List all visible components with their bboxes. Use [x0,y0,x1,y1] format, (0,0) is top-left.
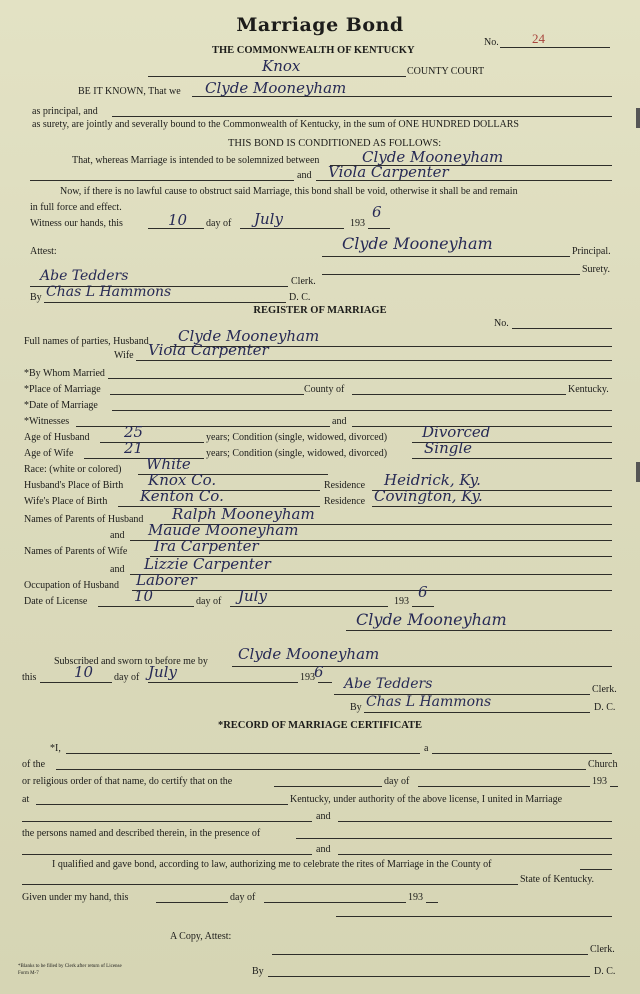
license-year-line [412,606,434,607]
bond-clerk-label: Clerk. [291,276,316,287]
surety-signature-line [322,274,580,275]
witness-day-handwriting: 10 [168,211,188,229]
license-day-of-label: day of [196,596,222,607]
copy-clerk-label: Clerk. [590,944,615,955]
wife-residence-handwriting: Covington, Ky. [374,487,483,505]
occupation-handwriting: Laborer [136,571,197,589]
surety-name-line [112,116,612,117]
cert-title-line [432,753,612,754]
sworn-year-prefix: 193 [300,672,315,683]
witnesses-label: *Witnesses [24,416,70,427]
wife-birth-label: Wife's Place of Birth [24,496,108,507]
cert-day-of-label: day of [384,776,410,787]
cert-of-the-label: of the [22,759,46,770]
attest-label: Attest: [30,246,57,257]
witness-day-of-label: day of [206,218,232,229]
register-clerk-signature: Abe Tedders [344,676,433,692]
full-force-text: in full force and effect. [30,202,122,213]
cert-day-line [274,786,382,787]
wife-label: Wife [114,350,134,361]
cert-given-day-line [156,902,228,903]
date-license-label: Date of License [24,596,88,607]
certificate-heading: *RECORD OF MARRIAGE CERTIFICATE [217,720,423,731]
sworn-day-handwriting: 10 [74,663,94,681]
wife-residence-label: Residence [324,496,366,507]
witness-text: Witness our hands, this [30,218,123,229]
footnote-line-2: Form M-7 [18,971,39,976]
register-dc-label: D. C. [594,702,616,713]
husband-residence-label: Residence [324,480,366,491]
place-line [110,394,304,395]
cert-officiant-line [66,753,420,754]
age-wife-label: Age of Wife [24,448,74,459]
be-it-known-text: BE IT KNOWN, That we [78,86,181,97]
cert-given-text: Given under my hand, this [22,892,129,903]
bond-clerk-signature: Abe Tedders [40,268,129,284]
witnesses-and-label: and [332,416,347,427]
cert-given-year-prefix: 193 [408,892,423,903]
license-year-handwriting: 6 [418,583,428,601]
subscribed-text: Subscribed and sworn to before me by [54,656,208,667]
sworn-this-label: this [22,672,37,683]
cert-state-label: State of Kentucky. [520,874,595,885]
register-no-line [512,328,612,329]
principal-label: Principal. [572,246,611,257]
bride-and-label: and [297,170,312,181]
age-husband-label: Age of Husband [24,432,90,443]
license-month-handwriting: July [238,587,267,605]
principal-name-handwriting: Clyde Mooneyham [205,79,347,97]
bond-dc-line [44,302,286,303]
cert-i-label: *I, [50,743,61,754]
wife-mother-line [130,574,612,575]
cert-county-line [580,869,612,870]
that-whereas-text: That, whereas Marriage is intended to be solemnized between [72,155,320,166]
wife-residence-line [372,506,612,507]
date-line [112,410,612,411]
witness-month-handwriting: July [254,210,283,228]
bride-handwriting: Viola Carpenter [328,163,449,181]
cert-witness-2-line [22,854,312,855]
cert-year-prefix: 193 [592,776,607,787]
cert-and-label-1: and [316,811,331,822]
race-label: Race: (white or colored) [24,464,122,475]
bond-dc-signature: Chas L Hammons [46,284,172,300]
binder-clip [636,108,640,128]
copy-dc-line [268,976,590,977]
husband-condition-handwriting: Divorced [422,423,491,441]
license-month-line [230,606,388,607]
age-husband-handwriting: 25 [124,423,144,441]
wife-mother-handwriting: Lizzie Carpenter [144,555,271,573]
copy-clerk-line [272,954,588,955]
license-signature: Clyde Mooneyham [356,610,507,629]
surety-label: Surety. [582,264,610,275]
bond-number-line [500,47,610,48]
cert-persons-text: the persons named and described therein, in the presence of [22,828,261,839]
wife-condition-handwriting: Single [424,439,473,457]
cert-county-line-2 [22,884,518,885]
groom-handwriting: Clyde Mooneyham [362,148,504,166]
cert-witness-3-line [338,854,612,855]
register-dc-signature: Chas L Hammons [366,694,492,710]
witness-year-line [368,228,390,229]
bond-number-value: 24 [532,31,545,46]
principal-signature: Clyde Mooneyham [342,234,493,253]
sworn-by-handwriting: Clyde Mooneyham [238,645,380,663]
husband-birth-handwriting: Knox Co. [148,471,217,489]
license-day-handwriting: 10 [134,587,154,605]
bond-by-label: By [30,292,42,303]
witness-year-prefix: 193 [350,218,365,229]
wife-birth-handwriting: Kenton Co. [140,487,224,505]
bride-left-line [30,180,294,181]
sworn-month-handwriting: July [148,663,177,681]
sworn-day-of-label: day of [114,672,140,683]
commonwealth-heading: THE COMMONWEALTH OF KENTUCKY [212,45,415,56]
copy-dc-label: D. C. [594,966,616,977]
cert-given-year-line [426,902,438,903]
cert-and-label-2: and [316,844,331,855]
as-principal-text: as principal, and [32,106,98,117]
license-signature-line [346,630,612,631]
county-court-label: COUNTY COURT [407,66,485,77]
register-no-label: No. [494,318,509,329]
now-if-text: Now, if there is no lawful cause to obstruct said Marriage, this bond shall be void, otherwise it shall be and remain [60,186,518,197]
occupation-label: Occupation of Husband [24,580,119,591]
binder-clip [636,462,640,482]
husband-condition-label: years; Condition (single, widowed, divorced) [206,432,388,443]
husband-name-handwriting: Clyde Mooneyham [178,327,320,345]
by-whom-label: *By Whom Married [24,368,105,379]
wife-condition-label: years; Condition (single, widowed, divorced) [206,448,388,459]
place-kentucky-label: Kentucky. [568,384,609,395]
cert-bride-line [338,821,612,822]
cert-month-line [418,786,590,787]
cert-groom-line [22,821,312,822]
age-wife-handwriting: 21 [124,439,144,457]
register-heading: REGISTER OF MARRIAGE [253,305,387,316]
license-day-line [98,606,194,607]
cert-at-label: at [22,794,30,805]
cert-witness-1-line [296,838,612,839]
sworn-day-line [40,682,112,683]
cert-year-line [610,786,618,787]
county-of-label: County of [304,384,345,395]
race-handwriting: White [146,455,191,473]
parents-wife-label: Names of Parents of Wife [24,546,128,557]
cert-place-line [36,804,288,805]
county-handwriting: Knox [262,57,301,75]
place-county-line [352,394,566,395]
cert-signature-line [336,916,612,917]
sworn-year-handwriting: 6 [314,663,324,681]
copy-attest-label: A Copy, Attest: [170,931,232,942]
place-label: *Place of Marriage [24,384,101,395]
cert-religious-text: or religious order of that name, do certify that on the [22,776,233,787]
cert-church-label: Church [588,759,618,770]
cert-a-label: a [424,743,429,754]
age-husband-line [100,442,204,443]
bond-number-label: No. [484,37,499,48]
county-line [148,76,406,77]
register-by-label: By [350,702,362,713]
husband-residence-handwriting: Heidrick, Ky. [384,471,481,489]
cert-authority-text: Kentucky, under authority of the above license, I united in Marriage [290,794,563,805]
wife-name-handwriting: Viola Carpenter [148,341,269,359]
sworn-month-line [148,682,298,683]
cert-given-day-of-label: day of [230,892,256,903]
husband-birth-label: Husband's Place of Birth [24,480,124,491]
conditioned-heading: THIS BOND IS CONDITIONED AS FOLLOWS: [228,138,442,149]
sworn-year-line [318,682,332,683]
witness-year-handwriting: 6 [372,203,382,221]
parents-husband-label: Names of Parents of Husband [24,514,144,525]
cert-church-line [56,769,586,770]
parents-husband-and-label: and [110,530,125,541]
footnote-line-1: *Blanks to be filled by Clerk after return of License [18,964,122,969]
as-surety-text: as surety, are jointly and severally bound to the Commonwealth of Kentucky, in the sum of ONE HUNDRED DOLLARS [32,119,519,130]
sworn-by-line [232,666,612,667]
full-names-label: Full names of parties, Husband [24,336,149,347]
bond-dc-label: D. C. [289,292,311,303]
register-clerk-label: Clerk. [592,684,617,695]
register-dc-line [364,712,590,713]
copy-by-label: By [252,966,264,977]
witness-month-line [240,228,344,229]
husband-mother-handwriting: Maude Mooneyham [148,521,299,539]
by-whom-line [108,378,612,379]
date-label: *Date of Marriage [24,400,98,411]
principal-signature-line [322,256,570,257]
husband-father-handwriting: Ralph Mooneyham [172,505,315,523]
occupation-line [132,590,612,591]
document-title: Marriage Bond [236,14,404,36]
wife-condition-line [412,458,612,459]
wife-father-handwriting: Ira Carpenter [154,537,259,555]
cert-qualified-text: I qualified and gave bond, according to law, authorizing me to celebrate the rites of Marriage in the County of [52,859,492,870]
cert-given-month-line [264,902,406,903]
parents-wife-and-label: and [110,564,125,575]
license-year-prefix: 193 [394,596,409,607]
wife-name-line [136,360,612,361]
witness-1-line [76,426,330,427]
